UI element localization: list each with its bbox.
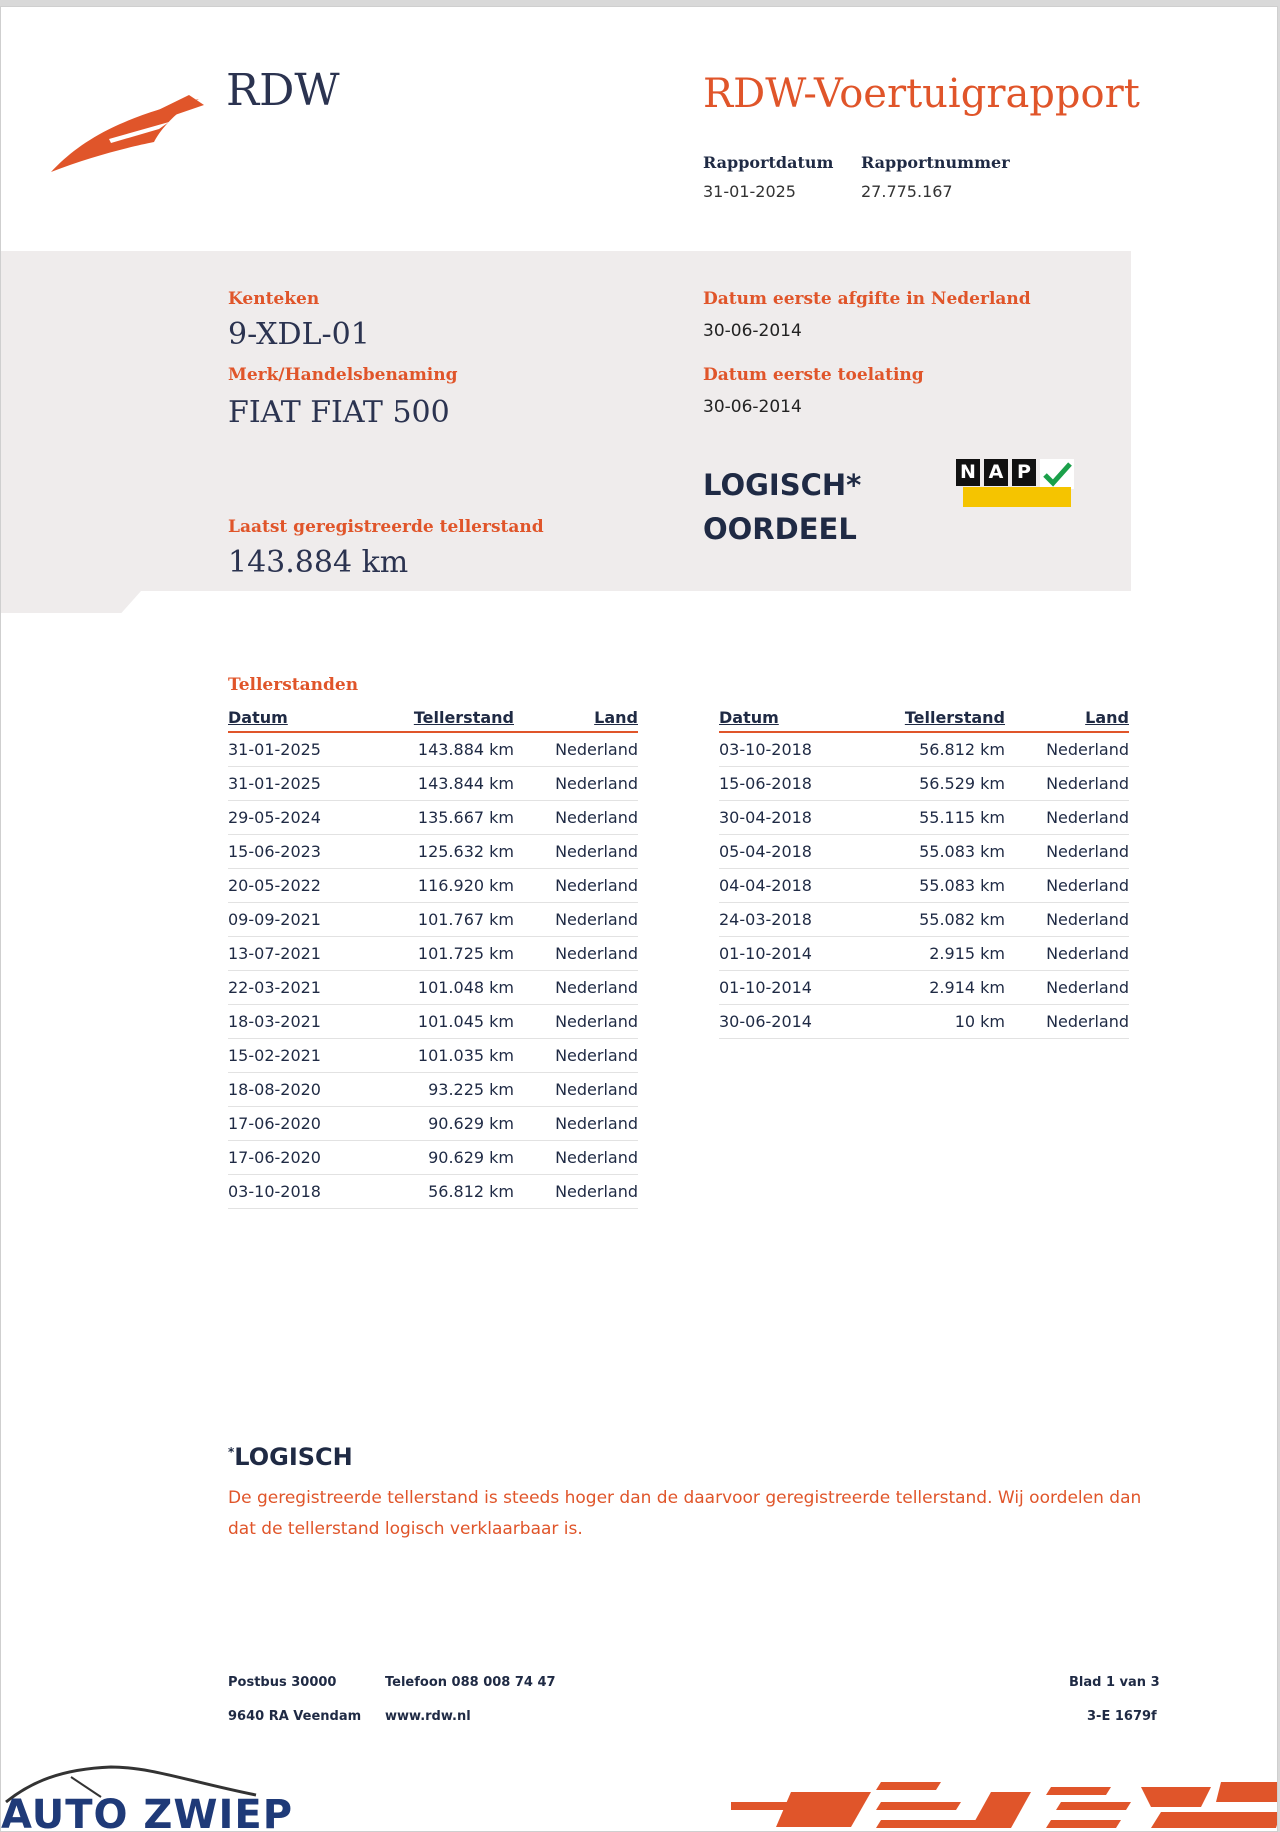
cell-land: Nederland — [514, 971, 638, 1005]
cell-tellerstand: 2.915 km — [869, 937, 1005, 971]
cell-datum: 18-08-2020 — [228, 1073, 378, 1107]
footer-postbus: Postbus 30000 — [228, 1675, 337, 1690]
cell-datum: 04-04-2018 — [719, 869, 869, 903]
nap-letter-a: A — [984, 459, 1008, 486]
nap-letter-p: P — [1012, 459, 1036, 486]
table-row — [228, 903, 638, 937]
kenteken-value: 9-XDL-01 — [228, 317, 370, 352]
tellerstanden-title: Tellerstanden — [228, 675, 359, 695]
cell-datum: 18-03-2021 — [228, 1005, 378, 1039]
cell-land: Nederland — [514, 903, 638, 937]
table-row — [719, 937, 1129, 971]
cell-tellerstand: 143.844 km — [378, 767, 514, 801]
table-header — [228, 703, 638, 732]
cell-tellerstand: 101.725 km — [378, 937, 514, 971]
table-row — [228, 1175, 638, 1209]
kenteken-label: Kenteken — [228, 289, 320, 309]
cell-tellerstand: 125.632 km — [378, 835, 514, 869]
cell-land: Nederland — [514, 937, 638, 971]
table-row — [228, 801, 638, 835]
footer-web-link[interactable]: www.rdw.nl — [385, 1709, 471, 1724]
table-row — [719, 1005, 1129, 1039]
cell-land: Nederland — [1005, 971, 1129, 1005]
footnote-title — [228, 1443, 353, 1471]
cell-datum: 31-01-2025 — [228, 732, 378, 767]
cell-land: Nederland — [514, 801, 638, 835]
merk-value: FIAT FIAT 500 — [228, 395, 450, 430]
cell-land: Nederland — [1005, 1005, 1129, 1039]
cell-land: Nederland — [514, 1039, 638, 1073]
cell-datum: 03-10-2018 — [719, 732, 869, 767]
rapportnummer-value: 27.775.167 — [861, 182, 953, 201]
report-page — [0, 6, 1278, 1832]
cell-datum: 01-10-2014 — [719, 937, 869, 971]
cell-datum: 13-07-2021 — [228, 937, 378, 971]
cell-land: Nederland — [514, 869, 638, 903]
toelating-value: 30-06-2014 — [703, 397, 802, 417]
merk-label: Merk/Handelsbenaming — [228, 365, 458, 385]
cell-datum: 20-05-2022 — [228, 869, 378, 903]
table-row — [228, 1039, 638, 1073]
nap-letter-n: N — [956, 459, 980, 486]
cell-datum: 31-01-2025 — [228, 767, 378, 801]
cell-land: Nederland — [514, 835, 638, 869]
cell-land: Nederland — [1005, 767, 1129, 801]
cell-tellerstand: 90.629 km — [378, 1141, 514, 1175]
cell-datum: 09-09-2021 — [228, 903, 378, 937]
table-row — [228, 1107, 638, 1141]
cell-datum: 17-06-2020 — [228, 1141, 378, 1175]
table-row — [719, 903, 1129, 937]
toelating-label: Datum eerste toelating — [703, 365, 924, 385]
table-row — [228, 869, 638, 903]
cell-tellerstand: 56.812 km — [869, 732, 1005, 767]
cell-tellerstand: 116.920 km — [378, 869, 514, 903]
table-row — [719, 869, 1129, 903]
col-datum: Datum — [719, 703, 869, 732]
cell-land: Nederland — [514, 1005, 638, 1039]
rapportdatum-value: 31-01-2025 — [703, 182, 796, 201]
odometer-table-left — [228, 703, 638, 1209]
verdict-line1: LOGISCH* — [703, 468, 862, 502]
cell-datum: 30-06-2014 — [719, 1005, 869, 1039]
cell-tellerstand: 55.083 km — [869, 869, 1005, 903]
report-title: RDW-Voertuigrapport — [703, 71, 1140, 117]
cell-land: Nederland — [1005, 903, 1129, 937]
cell-tellerstand: 55.082 km — [869, 903, 1005, 937]
checkmark-icon — [1040, 459, 1074, 489]
cell-datum: 29-05-2024 — [228, 801, 378, 835]
cell-land: Nederland — [1005, 869, 1129, 903]
cell-datum: 17-06-2020 — [228, 1107, 378, 1141]
table-row — [228, 835, 638, 869]
verdict — [703, 463, 861, 551]
brand-name: RDW — [226, 65, 340, 116]
cell-datum: 22-03-2021 — [228, 971, 378, 1005]
footer-page-number: Blad 1 van 3 — [1069, 1675, 1160, 1690]
footnote-marker: * — [228, 1445, 235, 1459]
cell-datum: 15-06-2018 — [719, 767, 869, 801]
teller-value: 143.884 km — [228, 545, 409, 580]
cell-land: Nederland — [514, 1073, 638, 1107]
table-row — [228, 1005, 638, 1039]
table-row — [228, 732, 638, 767]
footer-postcode: 9640 RA Veendam — [228, 1709, 362, 1724]
table-row — [228, 1073, 638, 1107]
cell-land: Nederland — [1005, 937, 1129, 971]
cell-tellerstand: 55.083 km — [869, 835, 1005, 869]
cell-tellerstand: 101.048 km — [378, 971, 514, 1005]
afgifte-label: Datum eerste afgifte in Nederland — [703, 289, 1031, 309]
rdw-logo — [49, 87, 209, 177]
cell-land: Nederland — [514, 1175, 638, 1209]
cell-tellerstand: 56.529 km — [869, 767, 1005, 801]
col-tellerstand: Tellerstand — [869, 703, 1005, 732]
table-row — [719, 732, 1129, 767]
col-land: Land — [1005, 703, 1129, 732]
decorative-stripes — [731, 1772, 1278, 1832]
cell-datum: 05-04-2018 — [719, 835, 869, 869]
cell-tellerstand: 135.667 km — [378, 801, 514, 835]
table-header — [719, 703, 1129, 732]
panel-notch — [1, 591, 141, 613]
table-row — [719, 971, 1129, 1005]
rapportdatum-label: Rapportdatum — [703, 153, 834, 172]
cell-datum: 24-03-2018 — [719, 903, 869, 937]
verdict-line2: OORDEEL — [703, 512, 857, 546]
table-row — [228, 937, 638, 971]
nap-badge — [956, 459, 1074, 489]
table-row — [228, 1141, 638, 1175]
cell-land: Nederland — [514, 1107, 638, 1141]
nap-yellow-bar — [963, 487, 1071, 507]
cell-datum: 03-10-2018 — [228, 1175, 378, 1209]
table-row — [719, 835, 1129, 869]
table-row — [228, 767, 638, 801]
cell-tellerstand: 90.629 km — [378, 1107, 514, 1141]
col-land: Land — [514, 703, 638, 732]
rapportnummer-label: Rapportnummer — [861, 153, 1010, 172]
afgifte-value: 30-06-2014 — [703, 321, 802, 341]
footer-code: 3-E 1679f — [1087, 1709, 1157, 1724]
cell-tellerstand: 101.035 km — [378, 1039, 514, 1073]
cell-tellerstand: 101.767 km — [378, 903, 514, 937]
cell-tellerstand: 143.884 km — [378, 732, 514, 767]
cell-tellerstand: 93.225 km — [378, 1073, 514, 1107]
odometer-table-right — [719, 703, 1129, 1039]
cell-land: Nederland — [514, 1141, 638, 1175]
cell-datum: 30-04-2018 — [719, 801, 869, 835]
cell-datum: 01-10-2014 — [719, 971, 869, 1005]
cell-datum: 15-06-2023 — [228, 835, 378, 869]
dealer-watermark: AUTO ZWIEP — [1, 1792, 294, 1832]
cell-tellerstand: 10 km — [869, 1005, 1005, 1039]
cell-land: Nederland — [1005, 801, 1129, 835]
cell-datum: 15-02-2021 — [228, 1039, 378, 1073]
table-row — [719, 801, 1129, 835]
cell-tellerstand: 56.812 km — [378, 1175, 514, 1209]
cell-land: Nederland — [1005, 732, 1129, 767]
cell-tellerstand: 101.045 km — [378, 1005, 514, 1039]
cell-tellerstand: 2.914 km — [869, 971, 1005, 1005]
cell-land: Nederland — [514, 732, 638, 767]
cell-land: Nederland — [514, 767, 638, 801]
table-row — [719, 767, 1129, 801]
footnote-heading: LOGISCH — [234, 1443, 353, 1471]
table-row — [228, 971, 638, 1005]
col-tellerstand: Tellerstand — [378, 703, 514, 732]
footnote-text: De geregistreerde tellerstand is steeds hoger dan de daarvoor geregistreerde tellerstand. Wij oordelen dan dat de tellerstand logisch verklaarbaar is. — [228, 1488, 1142, 1539]
footer-telefoon: Telefoon 088 008 74 47 — [385, 1675, 556, 1690]
cell-land: Nederland — [1005, 835, 1129, 869]
col-datum: Datum — [228, 703, 378, 732]
cell-tellerstand: 55.115 km — [869, 801, 1005, 835]
teller-label: Laatst geregistreerde tellerstand — [228, 517, 544, 537]
